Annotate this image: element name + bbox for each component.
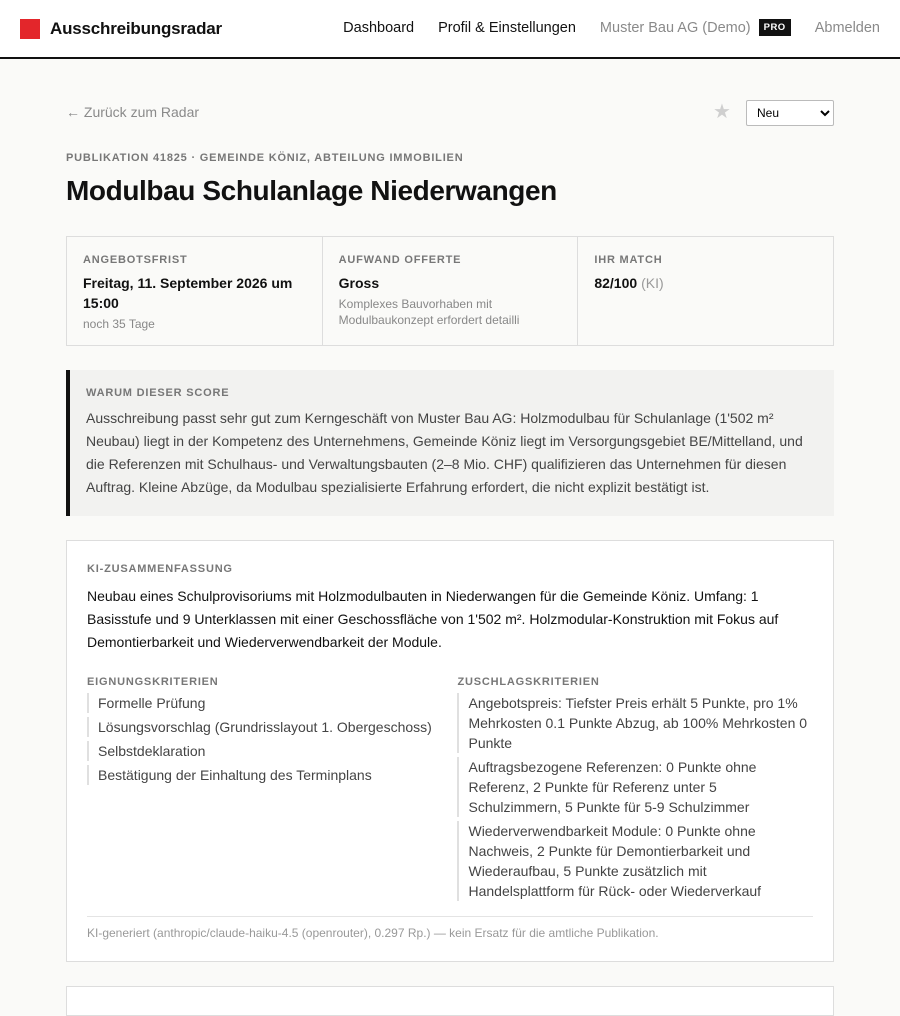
award-criteria <box>457 676 813 905</box>
list-item: Selbstdeklaration <box>87 741 457 761</box>
ai-summary-card <box>66 540 834 962</box>
match-value: 82/100 <box>594 275 638 291</box>
brand-name: Ausschreibungsradar <box>50 19 222 38</box>
fact-effort <box>323 237 579 345</box>
match-score <box>594 273 817 293</box>
list-item: Bestätigung der Einhaltung des Terminplans <box>87 765 457 785</box>
brand-logo-icon <box>20 19 40 39</box>
list-item: Lösungsvorschlag (Grundrisslayout 1. Obergeschoss) <box>87 717 457 737</box>
fact-label: ANGEBOTSFRIST <box>83 254 188 266</box>
fact-deadline <box>67 237 323 345</box>
nav-dashboard[interactable]: Dashboard <box>343 19 415 36</box>
summary-text: Neubau eines Schulprovisoriums mit Holzmodulbauten in Niederwangen für die Gemeinde Köniz. Umfang: 1 Basisstufe und 9 Unterklassen mit einer Geschossfläche von 1'502 m². Holzmodular-Konstruktion mit Fokus auf Demontierbarkeit und Wiederverwendbarkeit der Module. <box>87 588 779 650</box>
criteria-list <box>87 693 457 785</box>
key-facts <box>66 236 834 346</box>
deadline-remaining: noch 35 Tage <box>83 317 155 331</box>
ai-disclaimer: KI-generiert (anthropic/claude-haiku-4.5 (openrouter), 0.297 Rp.) — kein Ersatz für die amtliche Publikation. <box>87 916 813 940</box>
effort-value: Gross <box>338 275 380 291</box>
deadline-value: Freitag, 11. September 2026 um 15:00 <box>83 275 293 311</box>
top-navigation <box>0 0 900 59</box>
back-to-radar-link[interactable]: ← Zurück zum Radar <box>66 104 200 120</box>
score-explanation <box>66 370 834 516</box>
brand[interactable] <box>20 19 222 39</box>
list-item: Angebotspreis: Tiefster Preis erhält 5 Punkte, pro 1% Mehrkosten 0.1 Punkte Abzug, ab 100% Mehrkosten 0 Punkte <box>457 693 813 753</box>
list-item: Formelle Prüfung <box>87 693 457 713</box>
nav-profile-settings[interactable]: Profil & Einstellungen <box>438 19 576 36</box>
list-item: Wiederverwendbarkeit Module: 0 Punkte ohne Nachweis, 2 Punkte für Demontierbarkeit und Wiederaufbau, 5 Punkte zusätzlich mit Handelsplattform für Rück- oder Wiederverkauf <box>457 821 813 901</box>
plan-badge: PRO <box>759 19 791 36</box>
eligibility-criteria <box>87 676 457 905</box>
section-label: KI-ZUSAMMENFASSUNG <box>87 563 233 575</box>
status-select[interactable] <box>746 100 834 126</box>
fact-match <box>578 237 833 345</box>
match-suffix: (KI) <box>641 275 664 291</box>
main-nav <box>319 19 880 36</box>
effort-description: Komplexes Bauvorhaben mit Modulbaukonzept erfordert detailli <box>338 297 520 327</box>
criteria-columns <box>87 676 813 905</box>
fact-label: AUFWAND OFFERTE <box>338 254 462 266</box>
section-label: WARUM DIESER SCORE <box>86 387 230 399</box>
publication-meta: PUBLIKATION 41825 · GEMEINDE KÖNIZ, ABTEILUNG IMMOBILIEN <box>66 152 464 164</box>
criteria-heading: ZUSCHLAGSKRITERIEN <box>457 676 600 688</box>
score-text: Ausschreibung passt sehr gut zum Kerngeschäft von Muster Bau AG: Holzmodulbau für Schulanlage (1'502 m² Neubau) liegt in der Kompetenz des Unternehmens, Gemeinde Köniz liegt im Versorgungsgebiet BE/Mittelland, und die Referenzen mit Schulhaus- und Verwaltungsbauten (2–8 Mio. CHF) qualifizieren das Unternehmen für diesen Auftrag. Kleine Abzüge, da Modulbau spezialisierte Erfahrung erfordert, die nicht explizit bestätigt ist. <box>86 410 803 495</box>
logout-link[interactable]: Abmelden <box>814 19 880 36</box>
star-icon[interactable]: ★ <box>713 101 731 123</box>
criteria-heading: EIGNUNGSKRITERIEN <box>87 676 219 688</box>
account-name: Muster Bau AG (Demo) <box>599 19 751 36</box>
criteria-list <box>457 693 813 901</box>
list-item: Auftragsbezogene Referenzen: 0 Punkte ohne Referenz, 2 Punkte für Referenz unter 5 Schulzimmern, 5 Punkte für 5-9 Schulzimmer <box>457 757 813 817</box>
next-section-card <box>66 986 834 1016</box>
fact-label: IHR MATCH <box>594 254 663 266</box>
page-title: Modulbau Schulanlage Niederwangen <box>66 175 557 206</box>
